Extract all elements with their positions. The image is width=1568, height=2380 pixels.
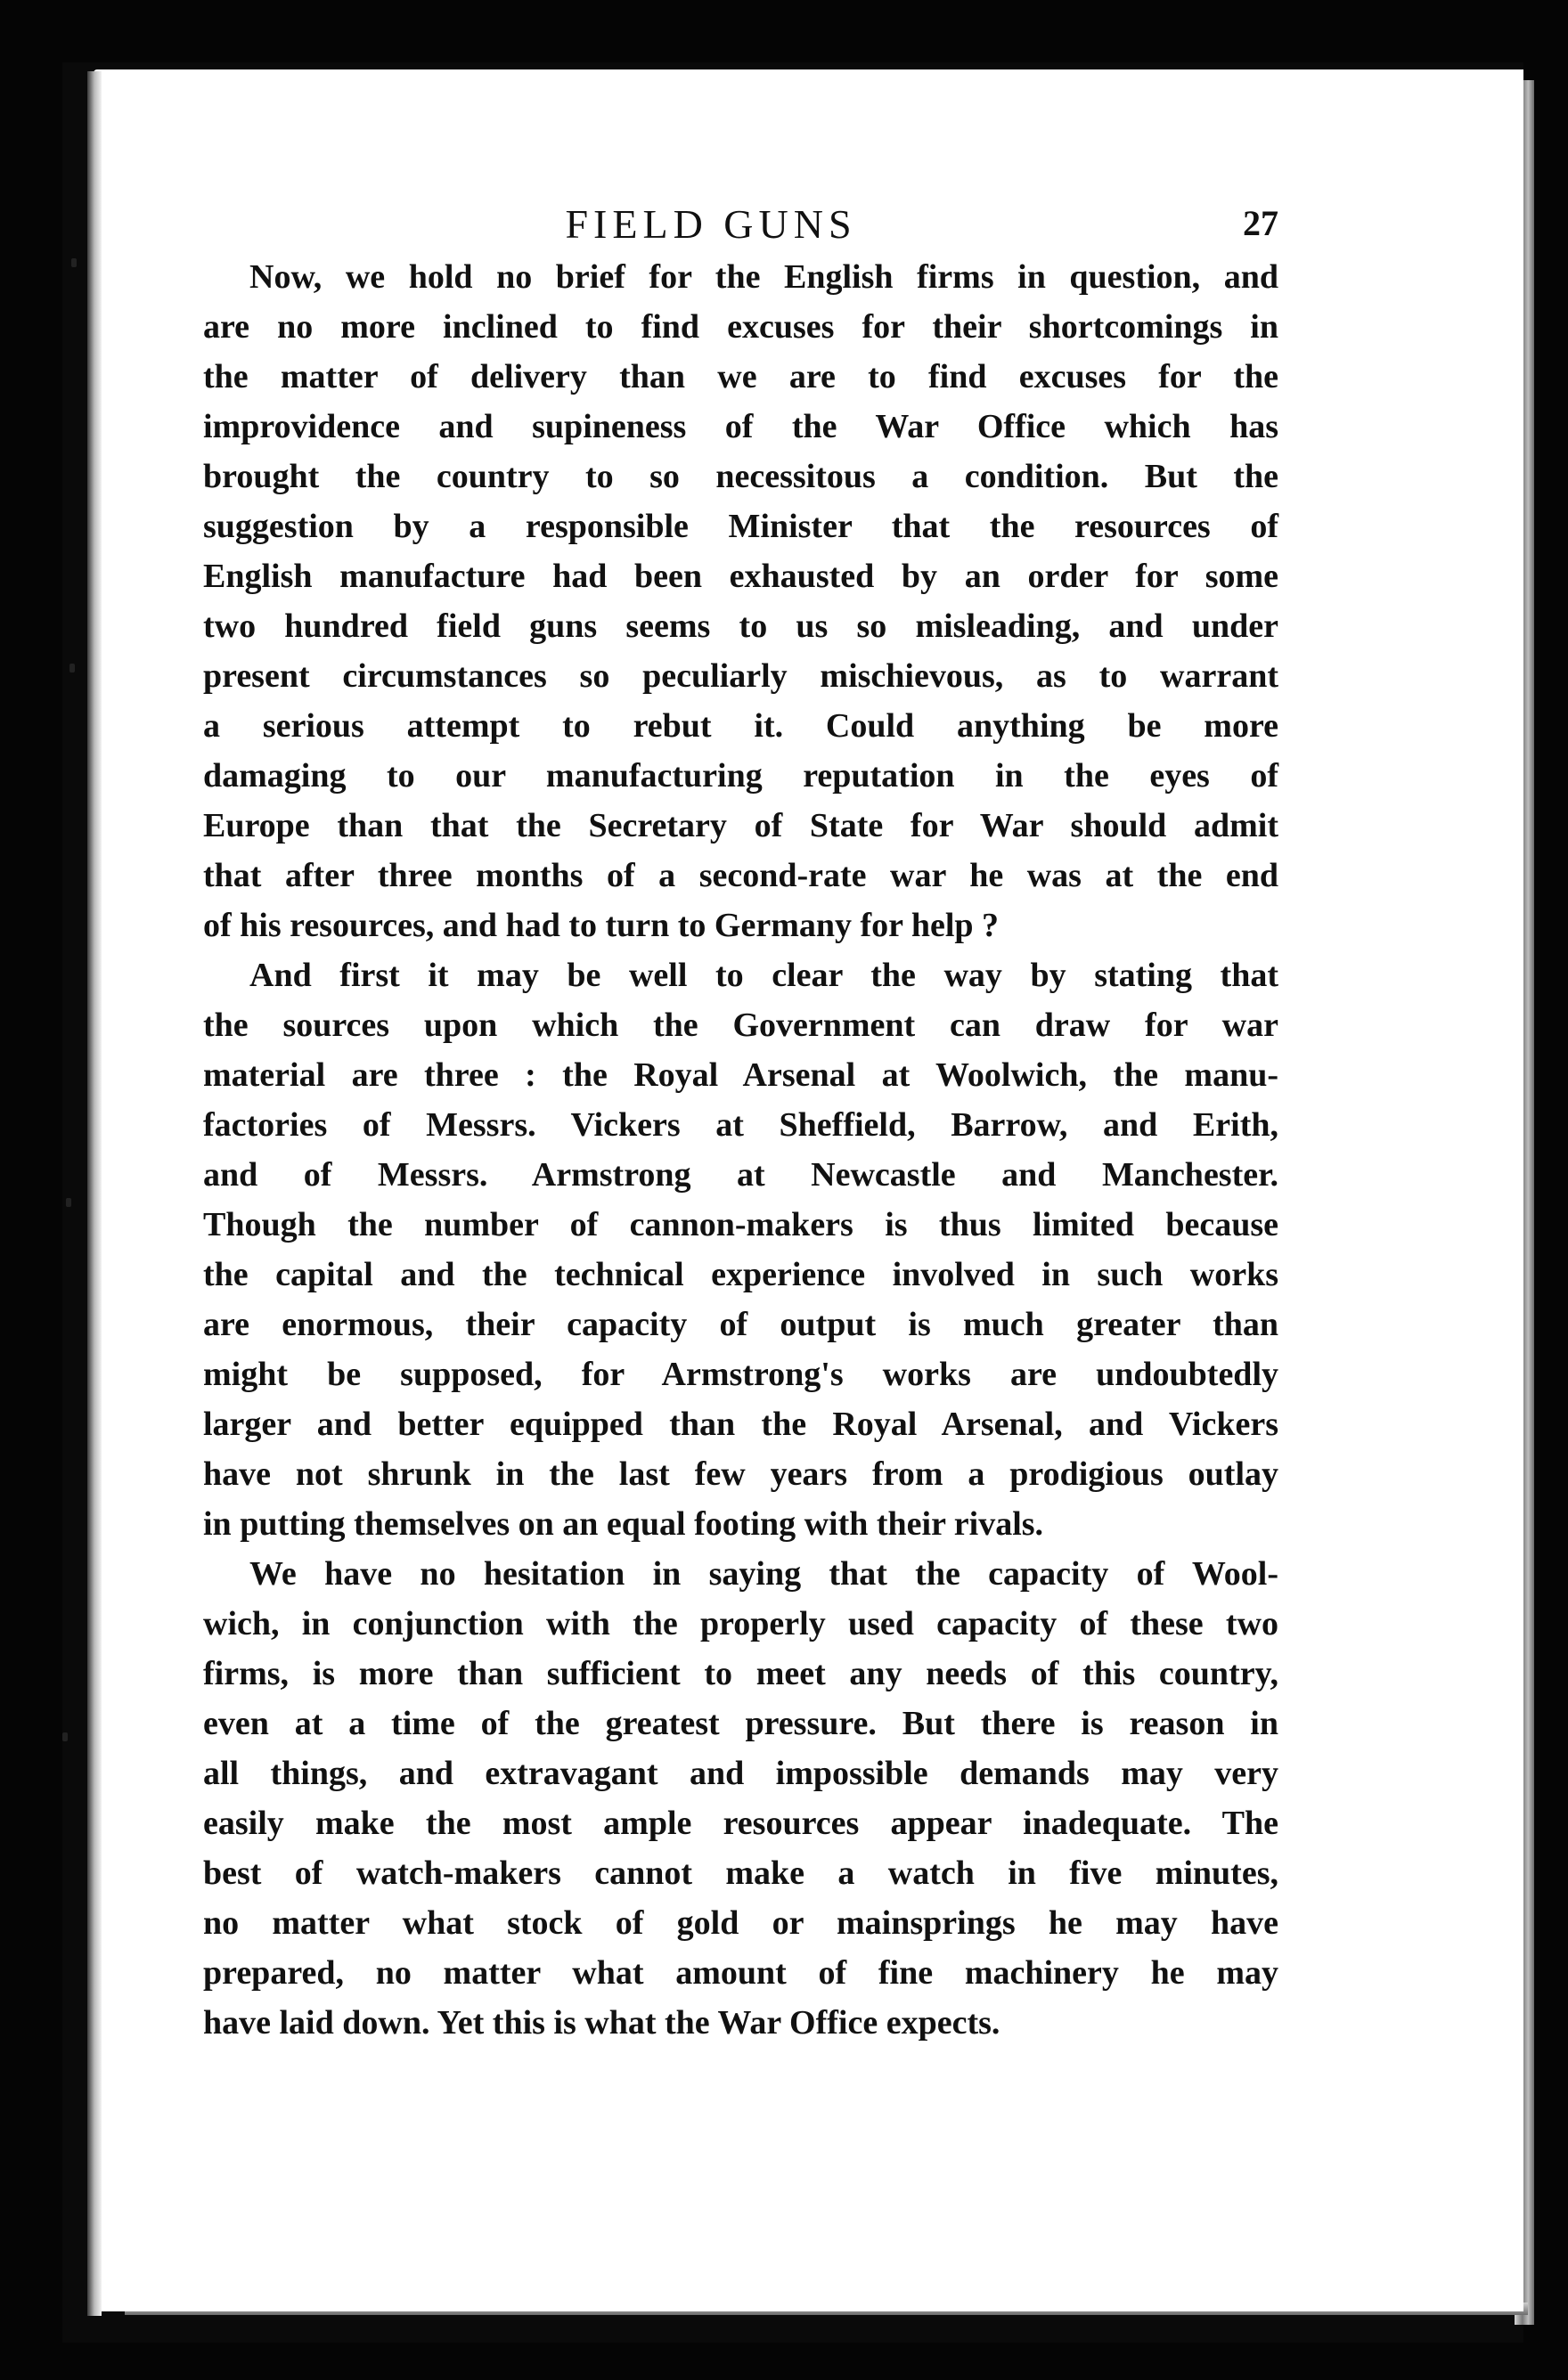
text-line: suggestion by a responsible Minister that the resources of: [203, 508, 1278, 545]
text-line: all things, and extravagant and impossible demands may very: [203, 1755, 1278, 1792]
text-line: wich, in conjunction with the properly used capacity of these two: [203, 1605, 1278, 1642]
text-line: firms, is more than sufficient to meet any needs of this country,: [203, 1655, 1278, 1692]
text-line: have laid down. Yet this is what the War Office expects.: [203, 2004, 1000, 2042]
page-number: 27: [1243, 203, 1278, 243]
page-text: [203, 190, 1278, 2048]
text-line: of his resources, and had to turn to Germany for help ?: [203, 907, 1000, 944]
text-line: material are three : the Royal Arsenal at Woolwich, the manu-: [203, 1056, 1278, 1094]
margin-speck: [66, 1198, 71, 1207]
text-line: English manufacture had been exhausted by an order for some: [203, 558, 1278, 595]
text-line: factories of Messrs. Vickers at Sheffield, Barrow, and Erith,: [203, 1106, 1278, 1144]
text-line: are no more inclined to find excuses for their shortcomings in: [203, 308, 1278, 346]
margin-speck: [62, 1732, 68, 1741]
text-line: brought the country to so necessitous a condition. But the: [203, 458, 1278, 495]
text-line: two hundred field guns seems to us so misleading, and under: [203, 607, 1278, 645]
text-line: prepared, no matter what amount of fine machinery he may: [203, 1954, 1278, 1992]
text-line: present circumstances so peculiarly mischievous, as to warrant: [203, 657, 1278, 695]
paragraph-3: [203, 1549, 1278, 2048]
text-line: larger and better equipped than the Royal Arsenal, and Vickers: [203, 1406, 1278, 1443]
paragraph-1: [203, 252, 1278, 950]
margin-speck: [69, 664, 75, 672]
text-line: We have no hesitation in saying that the capacity of Wool-: [249, 1555, 1278, 1593]
text-line: easily make the most ample resources appear inadequate. The: [203, 1805, 1278, 1842]
text-line: Now, we hold no brief for the English firms in question, and: [249, 258, 1278, 296]
text-line: the sources upon which the Government can draw for war: [203, 1007, 1278, 1044]
text-line: Europe than that the Secretary of State for War should admit: [203, 807, 1278, 844]
paragraph-2: [203, 950, 1278, 1549]
running-title: FIELD GUNS: [565, 201, 857, 247]
text-line: and of Messrs. Armstrong at Newcastle and Manchester.: [203, 1156, 1278, 1194]
text-line: best of watch-makers cannot make a watch in five minutes,: [203, 1854, 1278, 1892]
text-line: a serious attempt to rebut it. Could anything be more: [203, 707, 1278, 745]
text-line: are enormous, their capacity of output is much greater than: [203, 1306, 1278, 1343]
text-line: even at a time of the greatest pressure. But there is reason in: [203, 1705, 1278, 1742]
text-line: Though the number of cannon-makers is thus limited because: [203, 1206, 1278, 1243]
text-line: the matter of delivery than we are to find excuses for the: [203, 358, 1278, 395]
text-line: damaging to our manufacturing reputation in the eyes of: [203, 757, 1278, 795]
text-line: improvidence and supineness of the War Office which has: [203, 408, 1278, 445]
text-line: have not shrunk in the last few years from a prodigious outlay: [203, 1455, 1278, 1493]
margin-speck: [71, 258, 77, 267]
page-gutter: [87, 71, 102, 2316]
text-line: no matter what stock of gold or mainsprings he may have: [203, 1904, 1278, 1942]
text-line: the capital and the technical experience involved in such works: [203, 1256, 1278, 1293]
running-head: [203, 190, 1278, 252]
text-line: And first it may be well to clear the way by stating that: [249, 957, 1278, 994]
text-line: might be supposed, for Armstrong's works are undoubtedly: [203, 1356, 1278, 1393]
text-line: that after three months of a second-rate war he was at the end: [203, 857, 1278, 894]
text-line: in putting themselves on an equal footing with their rivals.: [203, 1505, 1044, 1543]
